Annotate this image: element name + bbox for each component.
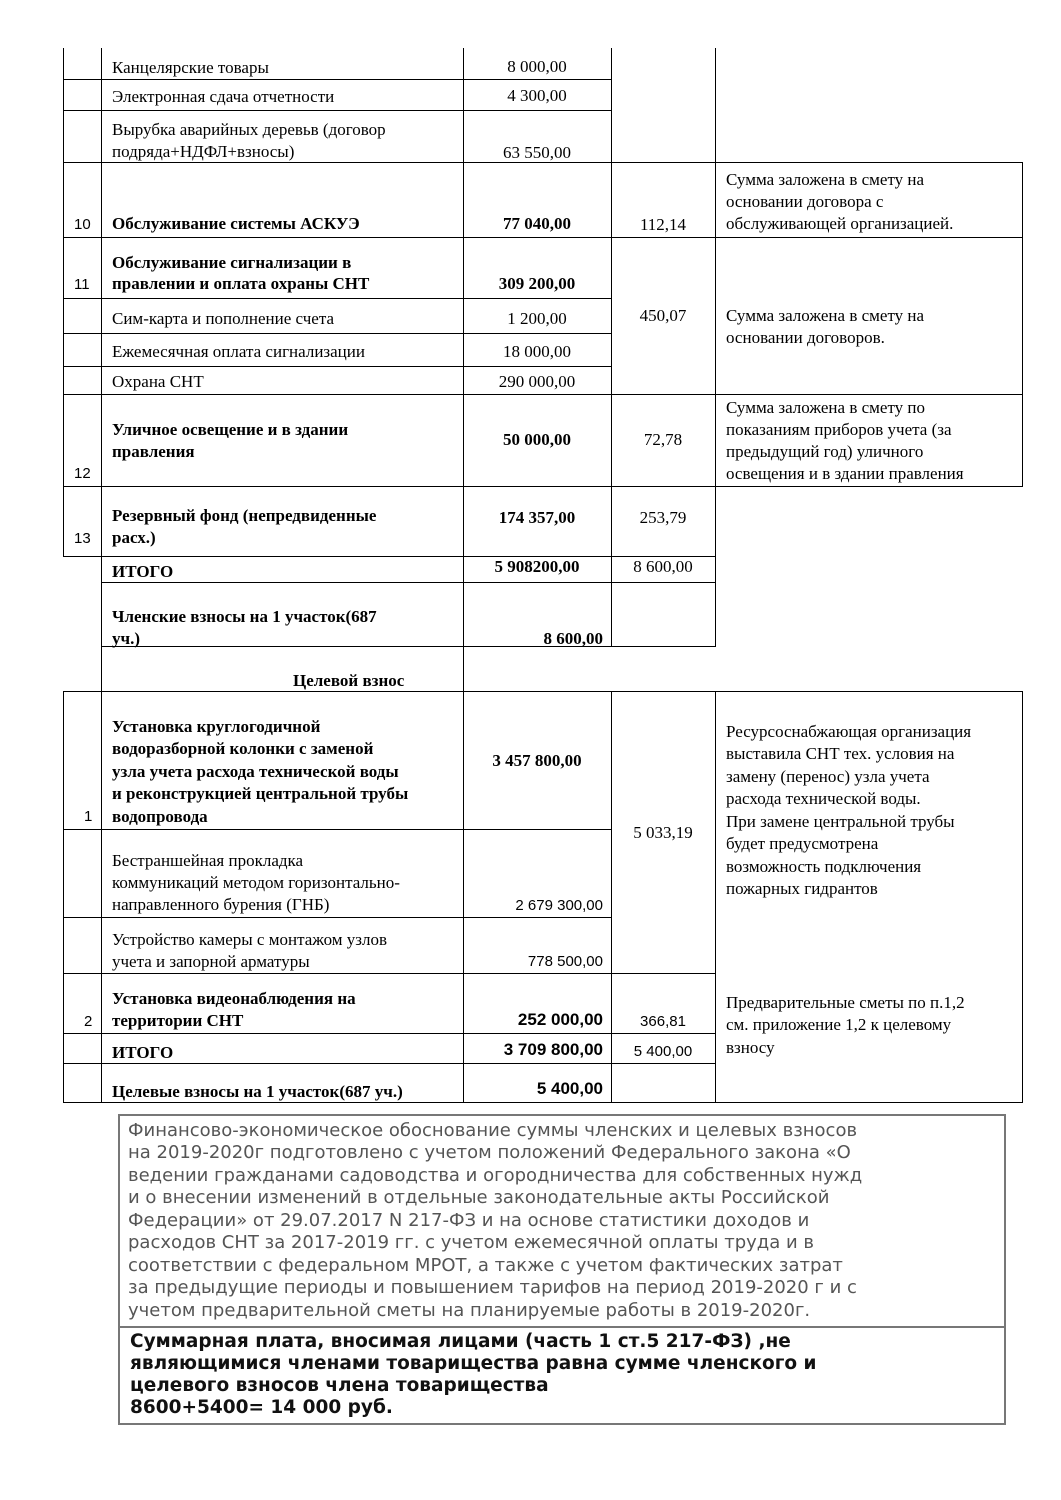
row-12-name-2: правления bbox=[112, 442, 195, 461]
row-stationery-name: Канцелярские товары bbox=[112, 58, 269, 77]
target-row-2-note-3: взносу bbox=[726, 1038, 775, 1057]
target-row-2-name-2: территории СНТ bbox=[112, 1011, 244, 1030]
summary-line-2: являющимися членами товарищества равна сумме членского и bbox=[130, 1353, 817, 1374]
summary-total: 8600+5400= 14 000 руб. bbox=[130, 1397, 393, 1418]
target-row-1-note-7: возможность подключения bbox=[726, 857, 922, 876]
total-target-per-plot: 5 400,00 bbox=[633, 1043, 693, 1060]
row-12-amount: 50 000,00 bbox=[503, 430, 571, 449]
row-guard-name: Охрана СНТ bbox=[112, 372, 204, 391]
target-row-1-note-4: расхода технической воды. bbox=[726, 789, 921, 808]
target-row-2-number: 2 bbox=[84, 1013, 93, 1030]
row-reporting-amount: 4 300,00 bbox=[507, 86, 567, 105]
target-row-1-number: 1 bbox=[84, 808, 93, 825]
target-row-1a-name-3: направленного бурения (ГНБ) bbox=[112, 895, 330, 914]
target-row-2-note-2: см. приложение 1,2 к целевому bbox=[726, 1015, 952, 1034]
target-row-1-note-1: Ресурсоснабжающая организация bbox=[726, 722, 972, 741]
row-11-amount: 309 200,00 bbox=[498, 274, 576, 293]
target-row-1a-name-1: Бестраншейная прокладка bbox=[112, 851, 304, 870]
row-11-note-2: основании договоров. bbox=[726, 328, 885, 347]
target-row-2-per-plot: 366,81 bbox=[640, 1013, 686, 1030]
total-target-label: ИТОГО bbox=[112, 1043, 174, 1062]
total-membership-label: ИТОГО bbox=[112, 562, 174, 581]
row-12-number: 12 bbox=[74, 465, 91, 482]
row-10-note-1: Сумма заложена в смету на bbox=[726, 170, 925, 189]
target-row-2-note-1: Предварительные сметы по п.1,2 bbox=[726, 993, 965, 1012]
row-12-note-2: показаниям приборов учета (за bbox=[726, 420, 952, 439]
justification-line-4: и о внесении изменений в отдельные законодательные акты Российской bbox=[128, 1187, 830, 1208]
row-guard-amount: 290 000,00 bbox=[498, 372, 576, 391]
row-13-name-2: расх.) bbox=[112, 528, 156, 547]
row-11-number: 11 bbox=[74, 276, 90, 293]
row-12-note-4: освещения и в здании правления bbox=[726, 464, 964, 483]
justification-line-6: расходов СНТ за 2017-2019 гг. с учетом ежемесячной оплаты труда и в bbox=[128, 1232, 815, 1253]
row-10-number: 10 bbox=[74, 216, 91, 233]
target-row-1-name-2: водоразборной колонки с заменой bbox=[112, 739, 374, 758]
target-row-1-amount: 3 457 800,00 bbox=[492, 751, 582, 770]
row-sim-card-amount: 1 200,00 bbox=[507, 309, 567, 328]
target-row-1-name-5: водопровода bbox=[112, 807, 208, 826]
row-sim-card-name: Сим-карта и пополнение счета bbox=[112, 309, 335, 328]
target-row-1b-amount: 778 500,00 bbox=[527, 953, 603, 970]
justification-line-7: соответствии с федеральном МРОТ, а также с учетом фактических затрат bbox=[128, 1255, 843, 1276]
target-row-1-name-3: узла учета расхода технической воды bbox=[112, 762, 399, 781]
target-row-1b-name-1: Устройство камеры с монтажом узлов bbox=[112, 930, 387, 949]
total-membership-amount: 5 908200,00 bbox=[494, 557, 580, 576]
row-11-per-plot: 450,07 bbox=[639, 306, 687, 325]
target-row-1-per-plot: 5 033,19 bbox=[633, 823, 693, 842]
member-fee-label-1: Членские взносы на 1 участок(687 bbox=[112, 607, 377, 626]
row-12-note-3: предыдущий год) уличного bbox=[726, 442, 924, 461]
row-10-per-plot: 112,14 bbox=[639, 215, 687, 234]
row-tree-cutting-name-2: подряда+НДФЛ+взносы) bbox=[112, 142, 295, 161]
target-row-1-name-4: и реконструкцией центральной трубы bbox=[112, 784, 409, 803]
row-alarm-amount: 18 000,00 bbox=[503, 342, 571, 361]
justification-line-9: учетом предварительной сметы на планируемые работы в 2019-2020г. bbox=[128, 1300, 811, 1321]
total-target-amount: 3 709 800,00 bbox=[503, 1040, 603, 1059]
justification-line-3: ведении гражданами садоводства и огородничества для собственных нужд bbox=[128, 1165, 863, 1186]
row-stationery-amount: 8 000,00 bbox=[507, 57, 567, 76]
justification-line-2: на 2019-2020г подготовлено с учетом положений Федерального закона «О bbox=[128, 1142, 851, 1163]
member-fee-label-2: уч.) bbox=[112, 629, 140, 648]
target-row-2-name-1: Установка видеонаблюдения на bbox=[112, 989, 356, 1008]
row-13-amount: 174 357,00 bbox=[498, 508, 576, 527]
total-membership-per-plot: 8 600,00 bbox=[633, 557, 693, 576]
justification-line-1: Финансово-экономическое обоснование суммы членских и целевых взносов bbox=[128, 1120, 858, 1141]
target-row-1-note-8: пожарных гидрантов bbox=[726, 879, 878, 898]
row-alarm-name: Ежемесячная оплата сигнализации bbox=[112, 342, 365, 361]
summary-line-3: целевого взносов члена товарищества bbox=[130, 1375, 549, 1396]
justification-line-8: за предыдущие периоды и повышением тарифов на период 2019-2020 г и с bbox=[128, 1277, 857, 1298]
row-13-name-1: Резервный фонд (непредвиденные bbox=[112, 506, 377, 525]
target-row-1a-name-2: коммуникаций методом горизонтально- bbox=[112, 873, 400, 892]
row-tree-cutting-amount: 63 550,00 bbox=[503, 143, 571, 162]
row-tree-cutting-name-1: Вырубка аварийных деревьв (договор bbox=[112, 120, 386, 139]
row-12-note-1: Сумма заложена в смету по bbox=[726, 398, 925, 417]
row-10-amount: 77 040,00 bbox=[503, 214, 571, 233]
row-10-name: Обслуживание системы АСКУЭ bbox=[112, 214, 360, 233]
row-12-name-1: Уличное освещение и в здании bbox=[112, 420, 349, 439]
target-row-1-note-5: При замене центральной трубы bbox=[726, 812, 955, 831]
member-fee-amount: 8 600,00 bbox=[543, 629, 603, 648]
target-row-1a-amount: 2 679 300,00 bbox=[515, 897, 603, 914]
target-row-2-amount: 252 000,00 bbox=[517, 1010, 603, 1029]
row-10-note-2: основании договора с bbox=[726, 192, 884, 211]
summary-line-1: Суммарная плата, вносимая лицами (часть 1 ст.5 217-ФЗ) ,не bbox=[130, 1331, 791, 1352]
row-reporting-name: Электронная сдача отчетности bbox=[112, 87, 335, 106]
target-fee-amount: 5 400,00 bbox=[536, 1079, 603, 1098]
target-fee-label: Целевые взносы на 1 участок(687 уч.) bbox=[112, 1082, 403, 1101]
row-13-per-plot: 253,79 bbox=[639, 508, 687, 527]
row-13-number: 13 bbox=[74, 530, 91, 547]
target-row-1b-name-2: учета и запорной арматуры bbox=[112, 952, 310, 971]
row-11-name-1: Обслуживание сигнализации в bbox=[112, 253, 352, 272]
row-11-name-2: правлении и оплата охраны СНТ bbox=[112, 274, 370, 293]
row-12-per-plot: 72,78 bbox=[643, 430, 683, 449]
target-row-1-note-3: замену (перенос) узла учета bbox=[726, 767, 930, 786]
row-10-note-3: обслуживающей организацией. bbox=[726, 214, 954, 233]
justification-line-5: Федерации» от 29.07.2017 N 217-ФЗ и на основе статистики доходов и bbox=[128, 1210, 810, 1231]
target-row-1-name-1: Установка круглогодичной bbox=[112, 717, 321, 736]
row-11-note-1: Сумма заложена в смету на bbox=[726, 306, 925, 325]
target-fee-header: Целевой взнос bbox=[293, 671, 405, 690]
target-row-1-note-2: выставила СНТ тех. условия на bbox=[726, 744, 955, 763]
target-row-1-note-6: будет предусмотрена bbox=[726, 834, 879, 853]
